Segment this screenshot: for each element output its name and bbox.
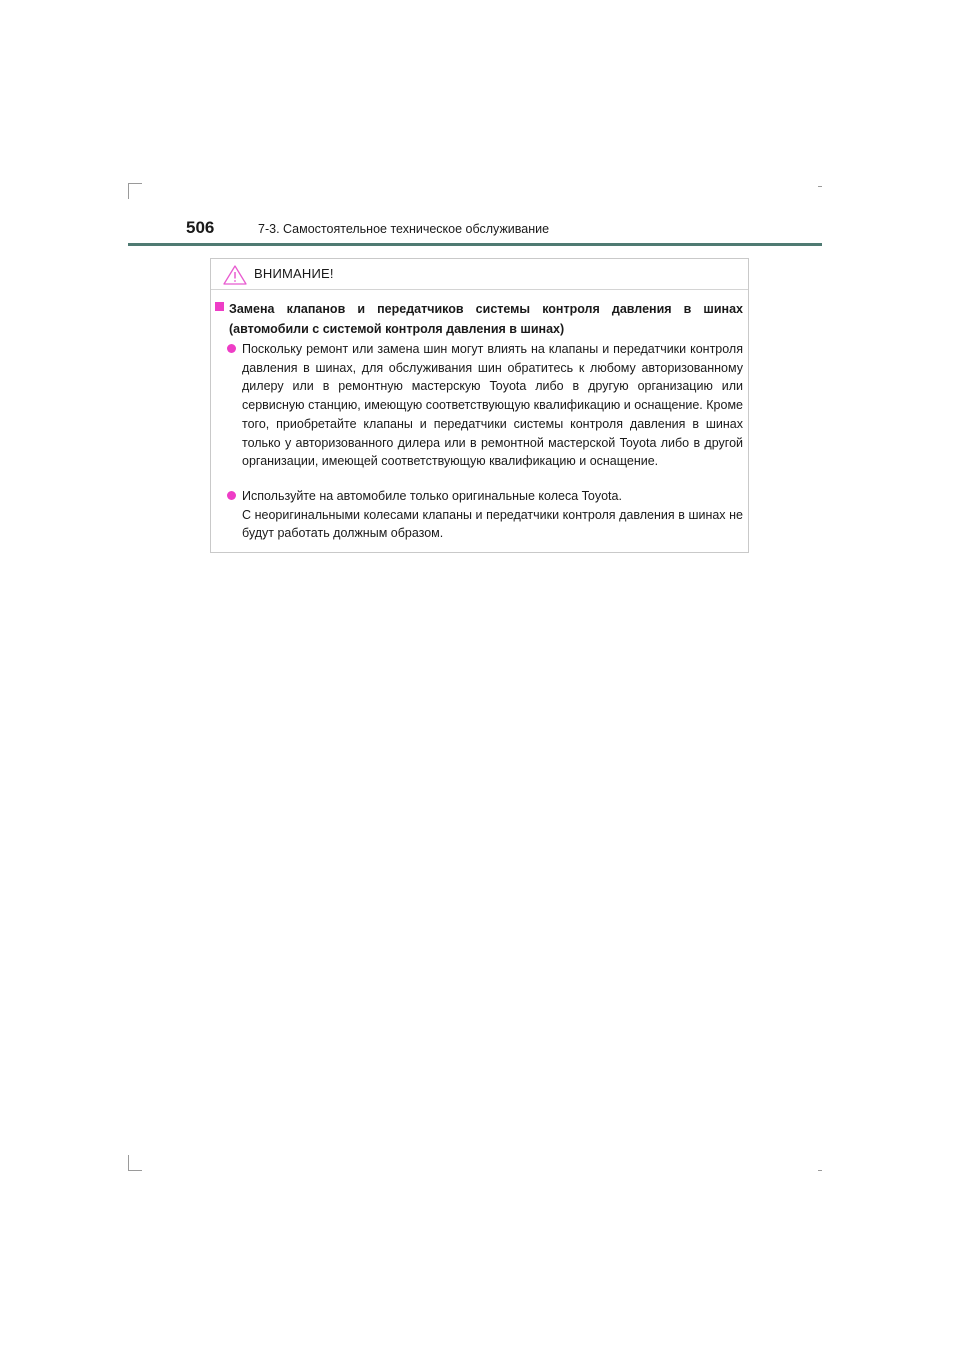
- page-number: 506: [186, 218, 215, 237]
- warning-bullet-2: [227, 487, 743, 543]
- warning-bullet-text: Поскольку ремонт или замена шин могут влиять на клапаны и передатчики контроля давления в шинах, для обслуживания шин обратитесь к любому авторизованному дилеру или в ремонтную мастерскую Toyota либо в другую организацию или сервисную станцию, имеющую соответствующую квалификацию и оснащение. Кроме того, приобретайте клапаны и передатчики системы контроля давления в шинах только у авторизованного дилера или в ремонтной мастерской Toyota либо в другой организации, имеющей соответствующую квалификацию и оснащение.: [242, 342, 743, 469]
- warning-bullet-line: Используйте на автомобиле только оригинальные колеса Toyota.: [242, 489, 622, 503]
- circle-bullet-icon: [227, 491, 236, 500]
- circle-bullet-icon: [227, 344, 236, 353]
- warning-topic-heading: Замена клапанов и передатчиков системы контроля давления в шинах (автомобили с системой контроля давления в шинах): [229, 302, 743, 336]
- warning-title: ВНИМАНИЕ!: [254, 266, 334, 281]
- warning-topic: [215, 299, 743, 339]
- crop-mark-top-left-horizontal: [128, 183, 142, 184]
- warning-triangle-icon: [223, 265, 247, 285]
- warning-box: [210, 258, 749, 553]
- crop-mark-bottom-right: [818, 1170, 822, 1171]
- warning-bullet-continuation: С неоригинальными колесами клапаны и передатчики контроля давления в шинах не будут работать должным образом.: [242, 507, 743, 541]
- warning-header: [211, 259, 748, 290]
- crop-mark-top-left-vertical: [128, 183, 129, 199]
- header-rule: [128, 243, 822, 246]
- warning-bullet-1: [227, 340, 743, 471]
- square-bullet-icon: [215, 302, 224, 311]
- warning-bullet-text: [242, 487, 743, 543]
- section-title: 7-3. Самостоятельное техническое обслуживание: [258, 222, 550, 236]
- crop-mark-bottom-left-horizontal: [128, 1170, 142, 1171]
- crop-mark-bottom-left-vertical: [128, 1155, 129, 1171]
- crop-mark-top-right: [818, 186, 822, 187]
